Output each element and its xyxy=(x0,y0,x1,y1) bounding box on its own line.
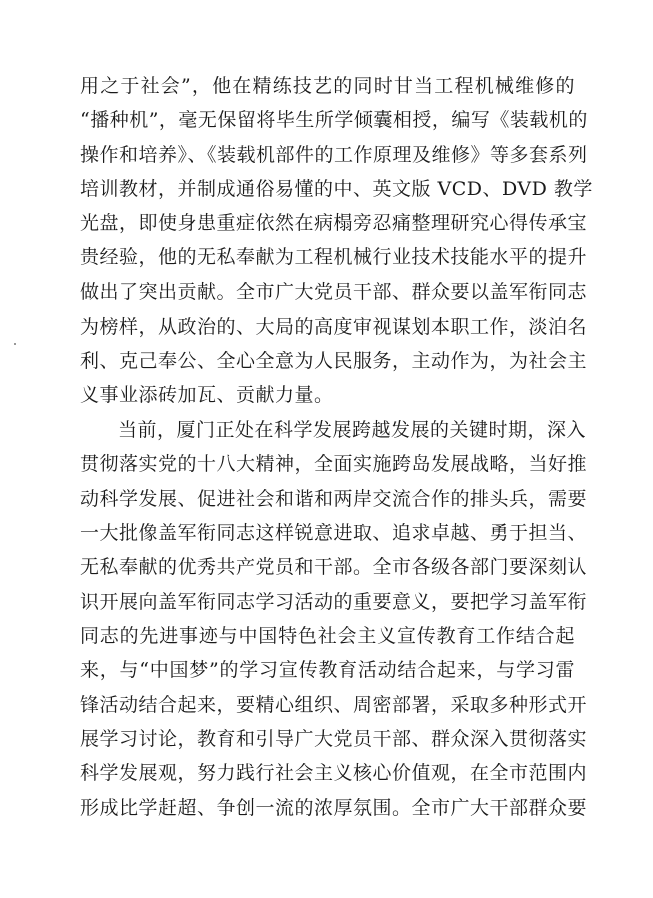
text-line: 做出了突出贡献。全市广大党员干部、群众要以盖军衔同志 xyxy=(80,281,588,303)
text-line: 培训教材，并制成通俗易懂的中、英文版 VCD、DVD 教学 xyxy=(80,178,593,200)
text-line: 光盘，即使身患重症依然在病榻旁忍痛整理研究心得传承宝 xyxy=(80,212,588,234)
text-line: 动科学发展、促进社会和谐和两岸交流合作的排头兵，需要 xyxy=(80,488,588,510)
text-line: 科学发展观，努力践行社会主义核心价值观，在全市范围内 xyxy=(80,762,588,784)
text-line: 义事业添砖加瓦、贡献力量。 xyxy=(80,384,334,406)
text-line: 来，与“中国梦”的学习宣传教育活动结合起来，与学习雷 xyxy=(80,659,575,681)
scan-speck xyxy=(14,343,16,345)
text-line: 操作和培养》、《装载机部件的工作原理及维修》等多套系列 xyxy=(80,144,588,166)
text-line: 贵经验，他的无私奉献为工程机械行业技术技能水平的提升 xyxy=(80,246,588,268)
text-line: 无私奉献的优秀共产党员和干部。全市各级各部门要深刻认 xyxy=(80,556,588,578)
text-line: 同志的先进事迹与中国特色社会主义宣传教育工作结合起 xyxy=(80,625,575,647)
text-line: 锋活动结合起来，要精心组织、周密部署，采取多种形式开 xyxy=(80,694,588,716)
paragraph-first-line: 当前，厦门正处在科学发展跨越发展的关键时期，深入 xyxy=(118,419,587,441)
text-line: 贯彻落实党的十八大精神，全面实施跨岛发展战略，当好推 xyxy=(80,453,588,475)
text-line: 为榜样，从政治的、大局的高度审视谋划本职工作，淡泊名 xyxy=(80,316,588,338)
text-line: 一大批像盖军衔同志这样锐意进取、追求卓越、勇于担当、 xyxy=(80,522,588,544)
text-line: 利、克己奉公、全心全意为人民服务，主动作为，为社会主 xyxy=(80,350,588,372)
text-line: 识开展向盖军衔同志学习活动的重要意义，要把学习盖军衔 xyxy=(80,591,588,613)
text-line: 展学习讨论，教育和引导广大党员干部、群众深入贯彻落实 xyxy=(80,728,588,750)
text-line: “播种机”，毫无保留将毕生所学倾囊相授，编写《装载机的 xyxy=(80,109,588,131)
text-line: 用之于社会”，他在精练技艺的同时甘当工程机械维修的 xyxy=(80,75,575,97)
text-line: 形成比学赶超、争创一流的浓厚氛围。全市广大干部群众要 xyxy=(80,797,588,819)
